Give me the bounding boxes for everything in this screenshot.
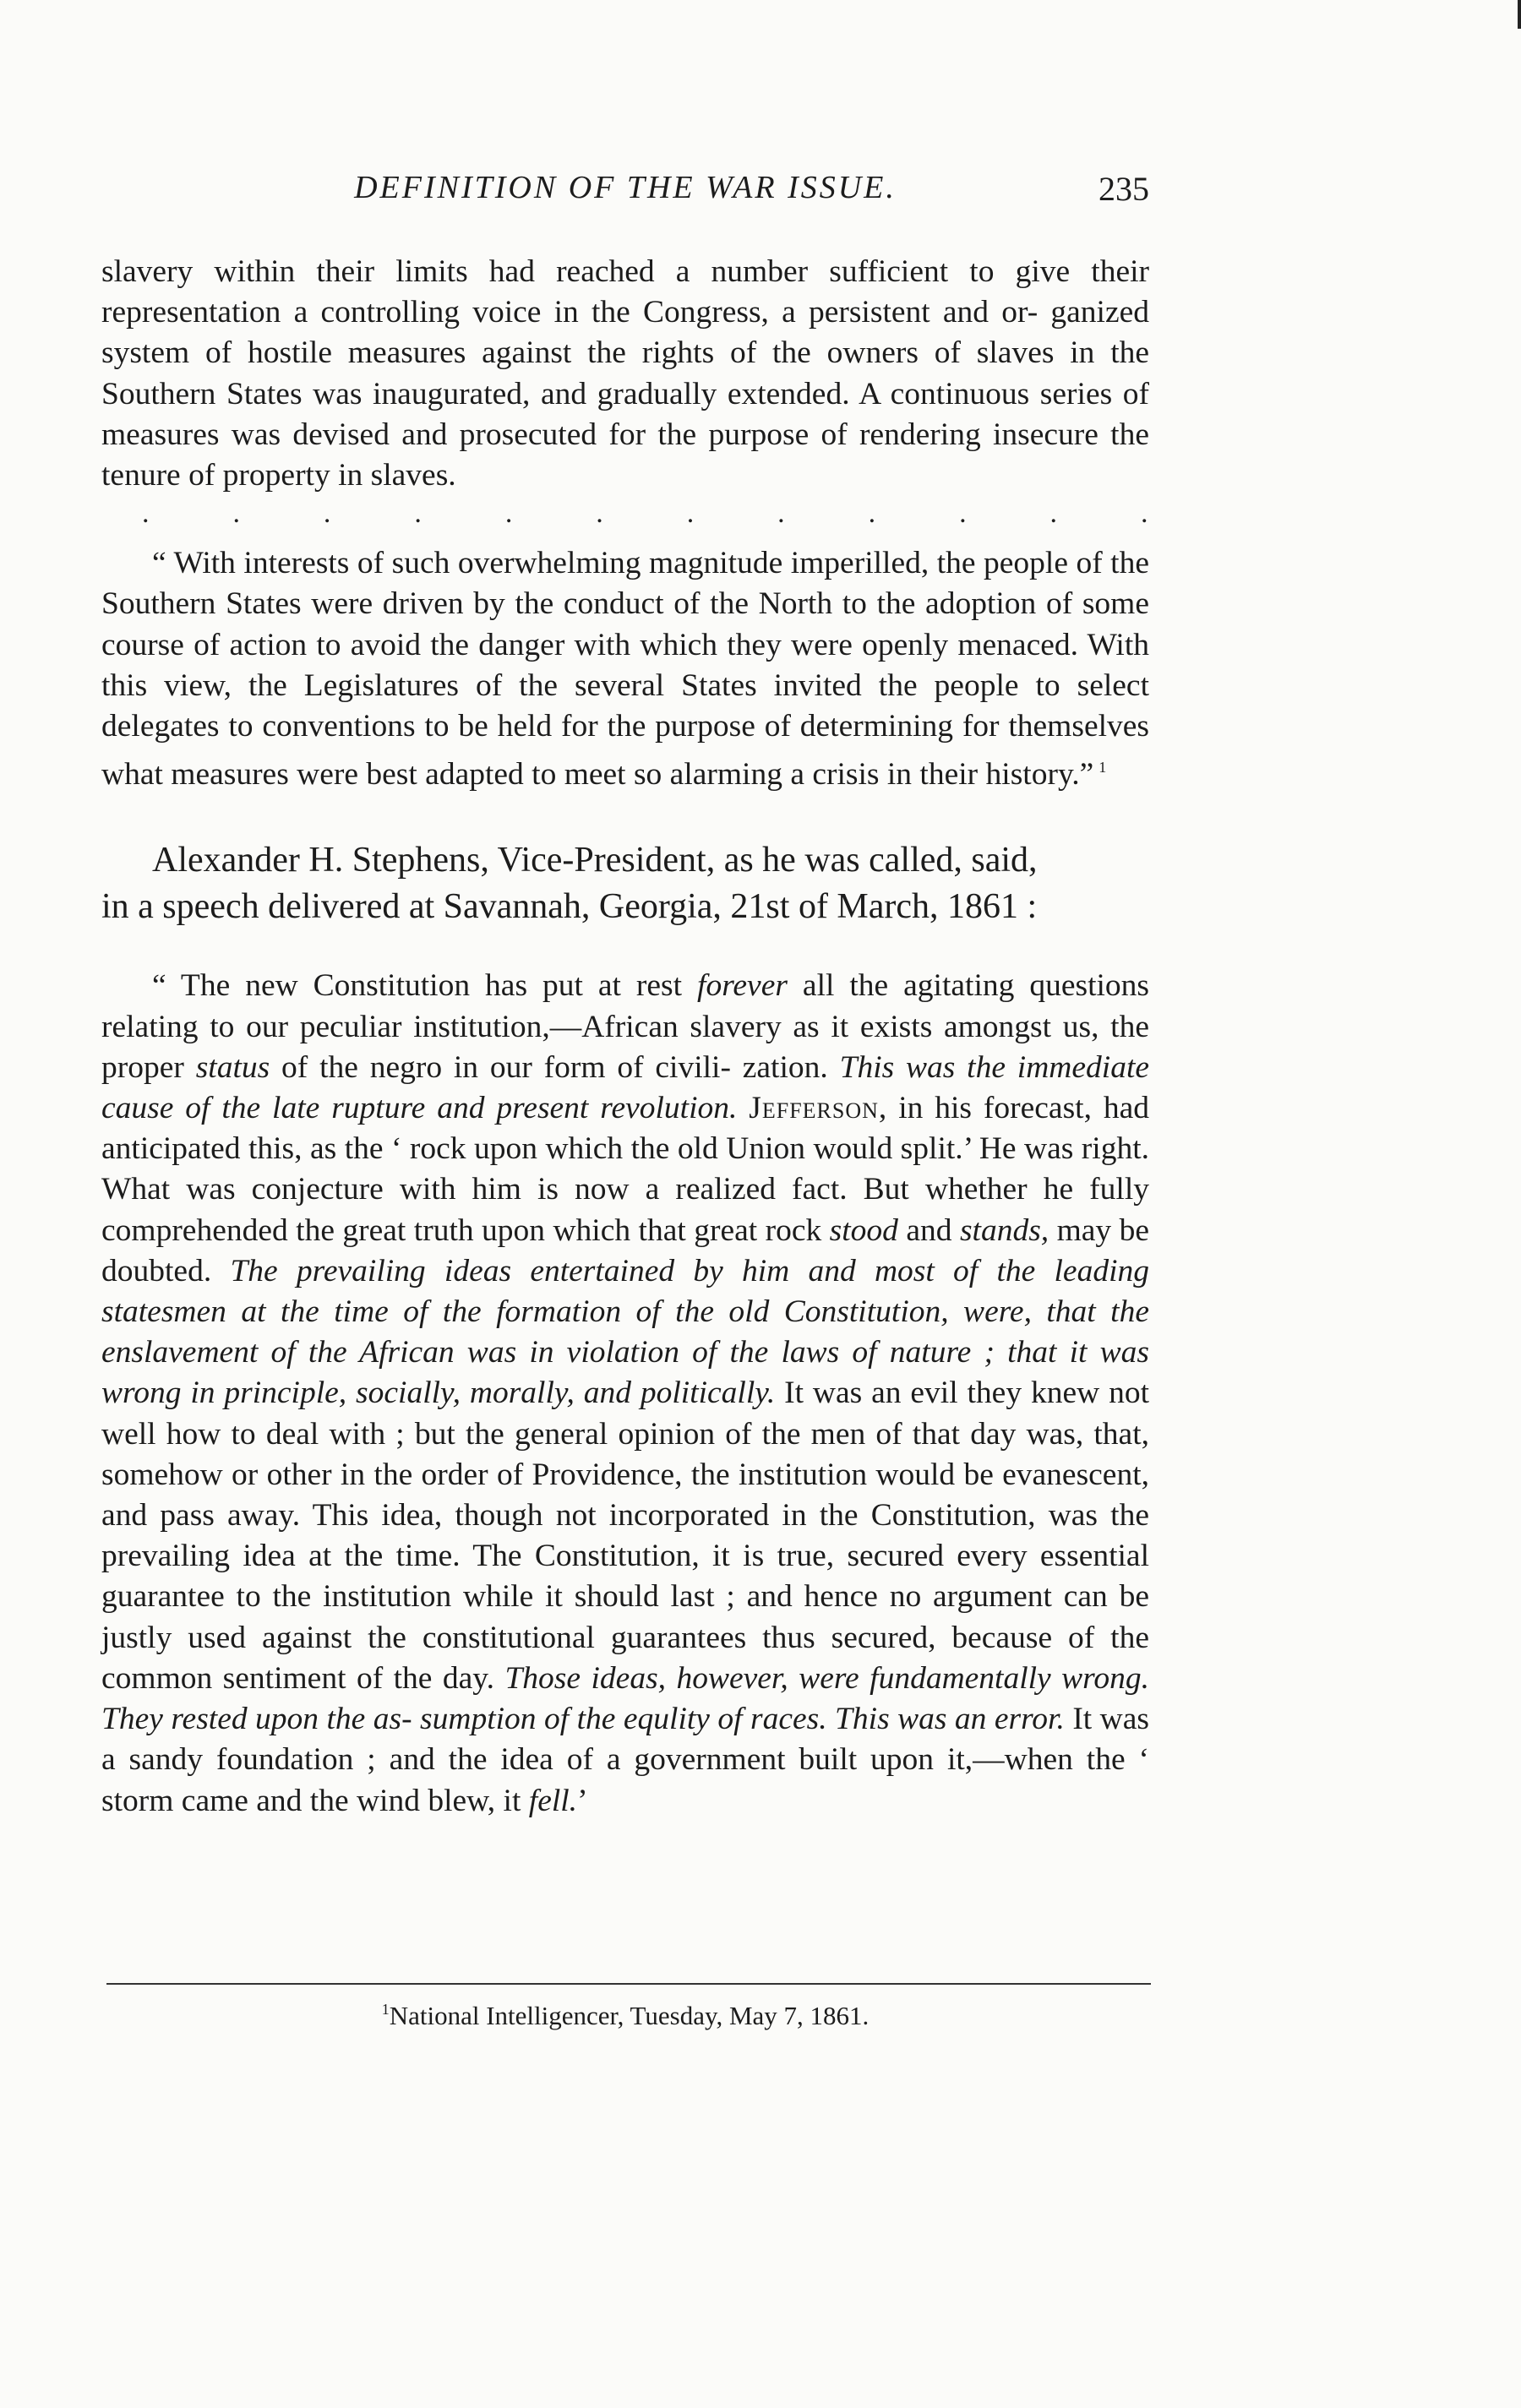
running-title: DEFINITION OF THE WAR ISSUE. <box>354 170 897 205</box>
stephens-quote-paragraph <box>101 966 1149 1821</box>
footnote-text: National Intelligencer, Tuesday, May 7, 1861. <box>389 2001 870 2030</box>
attribution-line-1: Alexander H. Stephens, Vice-President, as he was called, said, <box>152 841 1038 880</box>
quote-paragraph-2 <box>101 543 1149 795</box>
attribution-paragraph <box>101 837 1149 930</box>
ellipsis-dot: . <box>1049 498 1058 530</box>
text-line: slavery within their limits had reached a number sufficient to give their <box>101 254 1149 289</box>
small-caps-name: Jefferson <box>749 1091 879 1126</box>
quote-text: of the negro in our form of civili- zation. <box>270 1049 840 1085</box>
page-header <box>101 169 1149 220</box>
footnote <box>101 2001 1149 2031</box>
text-line: slaves in the Southern States was inaugurated, and gradually extended. <box>101 335 1150 411</box>
quote-text: “ With interests of such overwhelming magnitude imperilled, the people of the Southern States were driven by the conduct of the North to the adoption of some course of action to avoid the danger with which they were openly menaced. With this view, the Legislatures of the several States invited the people to select delegates to conventions to be held for the purpose of determining for themselves what measures were best adapted to meet so alarming a crisis in their history.” <box>101 546 1149 793</box>
quote-text: , in his forecast, had anticipated this, as the ‘ rock upon which the old Union would split.’ He was right. What was conjecture with him is now a realized fact. But whether he fully comprehended the great truth upon which that great rock <box>101 1091 1150 1248</box>
quote-text: It was a sandy foundation ; and the idea of a government built upon it,—when the ‘ storm came and the wind blew, it <box>101 1702 1149 1818</box>
ellipsis-dot: . <box>596 498 603 530</box>
emphasis-text: forever <box>697 968 788 1004</box>
text-line: purpose of rendering insecure the tenure of property in slaves. <box>101 417 1149 493</box>
emphasis-text: fell. <box>528 1783 578 1818</box>
emphasis-text: status <box>195 1049 270 1085</box>
quote-text: “ The new Constitution has put at rest <box>152 968 698 1004</box>
quote-text: may be doubted. <box>101 1212 1149 1288</box>
text-line: representation a controlling voice in the Congress, a persistent and or- <box>101 295 1039 330</box>
quote-text: and <box>897 1212 960 1248</box>
quote-text: all the agitating questions relating to our peculiar institution,—African slavery as it exists amongst us, the proper <box>101 968 1149 1085</box>
text-line: ganized system of hostile measures against the rights of the owners of <box>101 295 1150 371</box>
ellipsis-dot: . <box>868 498 876 530</box>
scan-edge-mark <box>1518 0 1521 29</box>
emphasis-text: The prevailing ideas entertained by him and most of the leading statesmen at the time of the formation of the old Constitution, were, that the enslavement of the African was in violation of the laws of nature ; that it was wrong in principle, socially, morally, and politically. <box>101 1253 1149 1411</box>
ellipsis-dot: . <box>232 498 240 530</box>
emphasis-text: Those ideas, however, were fundamentally wrong. They rested upon the as- sumption of the equlity of races. This was an error. <box>101 1660 1149 1737</box>
footnote-divider <box>106 1983 1151 1985</box>
page-body <box>101 252 1149 1822</box>
footnote-marker: 1 <box>381 2001 390 2018</box>
quote-paragraph-1 <box>101 252 1149 496</box>
ellipsis-dot: . <box>504 498 513 530</box>
footnote-reference: 1 <box>1098 759 1107 776</box>
emphasis-text: stood <box>829 1212 898 1248</box>
text-line: A continuous series of measures was devised and prosecuted for the <box>101 376 1149 452</box>
emphasis-text: This was the immediate cause of the late rupture and present revolution. <box>101 1049 1150 1126</box>
ellipsis-dot: . <box>777 498 785 530</box>
ellipsis-row <box>101 499 1149 528</box>
ellipsis-dot: . <box>1140 498 1148 530</box>
attribution-line-2: in a speech delivered at Savannah, Georgia, 21st of March, 1861 : <box>101 887 1038 927</box>
quote-text: It was an evil they knew not well how to deal with ; but the general opinion of the men of that day was, that, somehow or other in the order of Providence, the institution would be evanescent, and pass away. This idea, though not incorporated in the Constitution, was the prevailing idea at the time. The Constitution, it is true, secured every essential guarantee to the institution while it should last ; and hence no argument can be justly used against the constitutional guarantees thus secured, because of the common sentiment of the day. <box>101 1376 1149 1696</box>
ellipsis-dot: . <box>323 498 331 530</box>
page-number: 235 <box>1098 170 1149 208</box>
quote-text: ’ <box>577 1783 588 1818</box>
ellipsis-dot: . <box>959 498 967 530</box>
ellipsis-dot: . <box>414 498 422 530</box>
ellipsis-dot: . <box>686 498 695 530</box>
emphasis-text: stands, <box>959 1212 1049 1248</box>
ellipsis-dot: . <box>142 498 150 530</box>
